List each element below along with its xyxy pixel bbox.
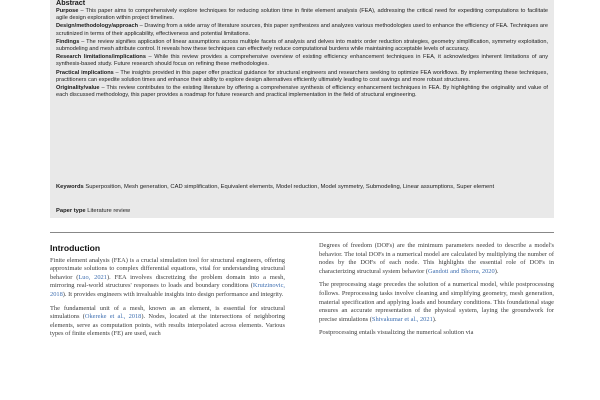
citation-link[interactable]: Okereke et al., 2018 xyxy=(84,313,142,321)
citation-link[interactable]: Luo, 2021 xyxy=(78,273,107,281)
left-column xyxy=(50,244,285,344)
citation-link[interactable]: Gandoti and Bhorra, 2020 xyxy=(427,267,495,275)
abstract-title: Abstract xyxy=(56,0,86,7)
citation-link[interactable]: Shivakumar et al., 2021 xyxy=(371,315,433,323)
keywords: Keywords Superposition, Mesh generation, CAD simplification, Equivalent elements, Model reduction, Model symmetry, Submodeling, Linear assumptions, Super element xyxy=(56,184,495,190)
right-paragraph-2: The preprocessing stage precedes the solution of a numerical model, while postprocessing follows. Preprocessing tasks involve cleaning and simplifying geometry, mesh generation, material specification and applying loads and boundary conditions. This foundational stage ensures an accurate representation of the physical system, laying the groundwork for precise simulations (Shivakumar et al., 2021). xyxy=(319,281,554,323)
citation-link[interactable]: Krutzinovic, 2018 xyxy=(50,282,285,298)
section-divider xyxy=(50,232,554,233)
paper-type: Paper type Literature review xyxy=(56,208,131,214)
abstract-originality: Originality/value – This review contributes to the existing literature by offering a comprehensive synthesis of efficiency enhancement techniques in FEA. By highlighting the originality and value of each discussed methodology, this paper provides a roadmap for future research and practical implementation in the field of structural engineering. xyxy=(56,85,548,99)
right-column xyxy=(319,242,554,343)
right-paragraph-3: Postprocessing entails visualizing the numerical solution via xyxy=(319,329,474,337)
introduction-heading: Introduction xyxy=(50,243,101,253)
intro-paragraph-2: The fundamental unit of a mesh, known as an element, is essential for structural simulations (Okereke et al., 2018). Nodes, located at the intersections of neighboring elements, serve as computation points, with results interpolated across elements. Various types of finite elements (FE) are used, each xyxy=(50,304,285,338)
abstract-design: Design/methodology/approach – Drawing from a wide array of literature sources, this paper synthesizes and analyzes various methodologies used to enhance the efficiency of FEA. Techniques are scrutinized in terms of their applicability, effectiveness and potential limitations. xyxy=(56,23,548,37)
intro-paragraph-1: Finite element analysis (FEA) is a crucial simulation tool for structural engineers, offering approximate solutions to complex differential equations, vital for understanding structural behavior (Luo, 2021). FEA involves discretizing the problem domain into a mesh, mirroring real-world structures' responses to loads and boundary conditions (Krutzinovic, 2018). It provides engineers with invaluable insights into design performance and integrity. xyxy=(50,256,285,298)
abstract-limitations: Research limitations/implications – While this review provides a comprehensive overview of existing efficiency enhancement techniques in FEA, it acknowledges inherent limitations of any synthesis-based study. Future research should focus on refining these methodologies. xyxy=(56,54,548,68)
abstract-findings: Findings – The review signifies application of linear assumptions across multiple facets of analysis and delves into matrix order reduction strategies, geometry simplification, symmetry exploitation, submodeling and mesh attribute control. It reveals how these techniques can effectively reduce computational burdens while maintaining acceptable levels of accuracy. xyxy=(56,38,548,53)
right-paragraph-1: Degrees of freedom (DOFs) are the minimum parameters needed to describe a model's behavior. The total DOFs in a numerical model are calculated by multiplying the number of nodes by the DOFs of each node. This highlights the essential role of DOFs in characterizing structural system behavior (Gandoti and Bhorra, 2020). xyxy=(319,242,554,275)
abstract-purpose: Purpose – This paper aims to comprehensively explore techniques for reducing solution time in finite element analysis (FEA), addressing the critical need for expediting computations to facilitate agile design exploration within project timelines. xyxy=(56,8,548,22)
abstract-practical: Practical implications – The insights provided in this paper offer practical guidance for structural engineers and researchers seeking to optimize FEA workflows. By implementing these techniques, practitioners can expedite solution times and enhance their ability to explore design alternatives efficiently ultimately leading to cost savings and more robust structures. xyxy=(56,69,549,83)
